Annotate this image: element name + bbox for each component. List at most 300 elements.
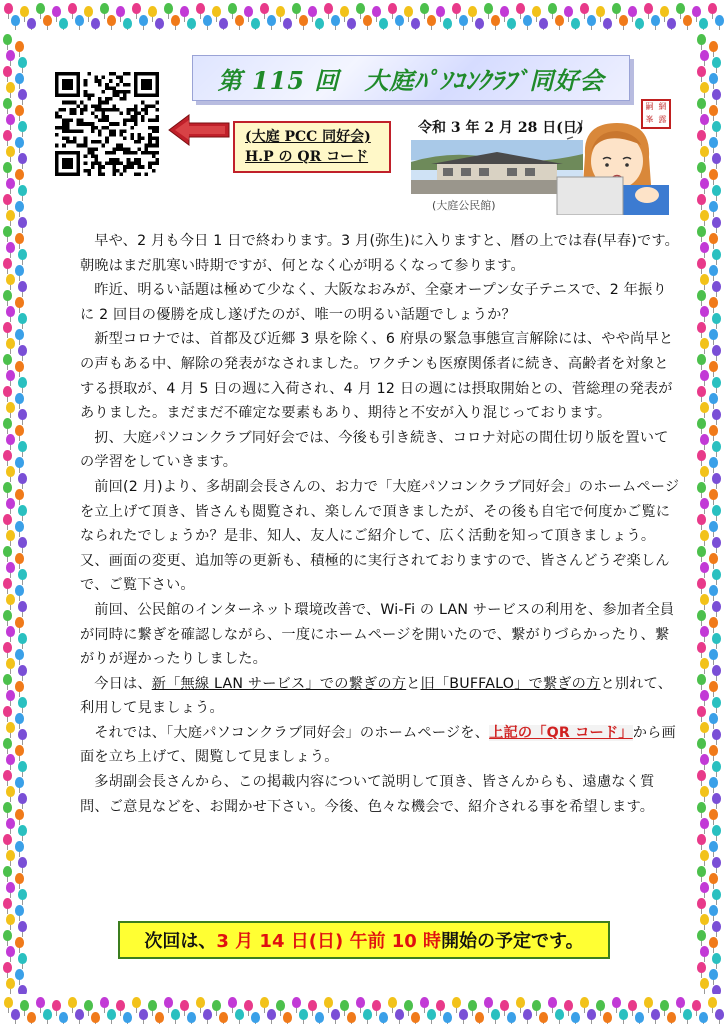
balloon-decoration xyxy=(683,1009,692,1020)
balloon-decoration xyxy=(18,601,27,612)
balloon-decoration xyxy=(484,997,493,1008)
balloon-decoration xyxy=(692,6,701,17)
balloon-decoration xyxy=(411,18,420,29)
balloon-decoration xyxy=(712,249,721,260)
balloon-decoration xyxy=(18,697,27,708)
balloon-decoration xyxy=(507,18,516,29)
balloon-decoration xyxy=(709,585,718,596)
balloon-decoration xyxy=(6,818,15,829)
balloon-decoration xyxy=(700,338,709,349)
balloon-decoration xyxy=(244,1000,253,1011)
balloon-decoration xyxy=(3,642,12,653)
balloon-decoration xyxy=(712,345,721,356)
balloon-decoration xyxy=(411,1012,420,1023)
balloon-decoration xyxy=(43,15,52,26)
balloon-decoration xyxy=(11,15,20,26)
balloon-decoration xyxy=(18,569,27,580)
balloon-decoration xyxy=(700,242,709,253)
balloon-decoration xyxy=(267,1009,276,1020)
balloon-decoration xyxy=(363,15,372,26)
balloon-decoration xyxy=(18,793,27,804)
balloon-decoration xyxy=(700,626,709,637)
balloon-decoration xyxy=(15,329,24,340)
balloon-decoration xyxy=(709,393,718,404)
balloon-decoration xyxy=(379,18,388,29)
balloon-decoration xyxy=(709,233,718,244)
balloon-decoration xyxy=(187,18,196,29)
balloon-decoration xyxy=(6,786,15,797)
balloon-decoration xyxy=(712,729,721,740)
balloon-decoration xyxy=(712,313,721,324)
balloon-decoration xyxy=(709,41,718,52)
balloon-decoration xyxy=(709,553,718,564)
balloon-decoration xyxy=(697,578,706,589)
balloon-decoration xyxy=(571,18,580,29)
balloon-decoration xyxy=(491,1009,500,1020)
balloon-decoration xyxy=(235,1009,244,1020)
balloon-decoration xyxy=(20,6,29,17)
balloon-decoration xyxy=(712,665,721,676)
balloon-decoration xyxy=(187,1012,196,1023)
balloon-decoration xyxy=(700,210,709,221)
balloon-decoration xyxy=(196,3,205,14)
balloon-decoration xyxy=(228,997,237,1008)
balloon-decoration xyxy=(697,610,706,621)
balloon-decoration xyxy=(700,434,709,445)
balloon-decoration xyxy=(15,681,24,692)
balloon-decoration xyxy=(3,162,12,173)
balloon-decoration xyxy=(700,402,709,413)
balloon-decoration xyxy=(709,809,718,820)
balloon-decoration xyxy=(697,130,706,141)
balloon-decoration xyxy=(697,674,706,685)
balloon-decoration xyxy=(712,121,721,132)
balloon-decoration xyxy=(700,658,709,669)
balloon-decoration xyxy=(712,153,721,164)
balloon-decoration xyxy=(709,489,718,500)
balloon-decoration xyxy=(709,425,718,436)
balloon-decoration xyxy=(340,1000,349,1011)
balloon-decoration xyxy=(523,1009,532,1020)
balloon-decoration xyxy=(436,6,445,17)
balloon-decoration xyxy=(709,777,718,788)
balloon-decoration xyxy=(404,1000,413,1011)
balloon-decoration xyxy=(712,537,721,548)
balloon-decoration xyxy=(523,15,532,26)
balloon-decoration xyxy=(18,633,27,644)
balloon-decoration xyxy=(6,338,15,349)
balloon-decoration xyxy=(697,706,706,717)
balloon-decoration xyxy=(709,969,718,980)
balloon-decoration xyxy=(116,1000,125,1011)
balloon-decoration xyxy=(712,569,721,580)
balloon-decoration xyxy=(43,1009,52,1020)
balloon-decoration xyxy=(15,521,24,532)
balloon-decoration xyxy=(712,697,721,708)
balloon-decoration xyxy=(6,82,15,93)
balloon-decoration xyxy=(251,18,260,29)
balloon-decoration xyxy=(331,15,340,26)
balloon-decoration xyxy=(708,3,717,14)
balloon-decoration xyxy=(283,1012,292,1023)
balloon-decoration xyxy=(379,1012,388,1023)
balloon-decoration xyxy=(18,729,27,740)
balloon-decoration xyxy=(315,1012,324,1023)
balloon-decoration xyxy=(436,1000,445,1011)
balloon-decoration xyxy=(596,6,605,17)
balloon-decoration xyxy=(6,50,15,61)
balloon-decoration xyxy=(580,3,589,14)
balloon-decoration xyxy=(4,997,13,1008)
balloon-decoration xyxy=(683,15,692,26)
balloon-decoration xyxy=(715,15,724,26)
balloon-decoration xyxy=(18,313,27,324)
balloon-decoration xyxy=(697,418,706,429)
balloon-decoration xyxy=(612,997,621,1008)
balloon-decoration xyxy=(712,185,721,196)
balloon-decoration xyxy=(709,937,718,948)
balloon-decoration xyxy=(68,3,77,14)
body-paragraph: 前回(2 月)より、多胡副会長さんの、お力で「大庭パソコンクラブ同好会」のホームページを立上げて頂き、皆さんも閲覧され、楽しんで頂きましたが、その後も自宅で何度かご覧になられたでしょうか？是非、知人、友人にご紹介して、広く活動を知って頂きましょう。又、画面の変更、追加等の更新も、積極的に実行されておりますので、皆さんどうぞ楽しんで、ご覧下さい。 xyxy=(80,478,680,594)
balloon-decoration xyxy=(15,233,24,244)
balloon-decoration xyxy=(292,3,301,14)
balloon-decoration xyxy=(420,997,429,1008)
balloon-decoration xyxy=(3,738,12,749)
balloon-decoration xyxy=(603,1012,612,1023)
balloon-decoration xyxy=(452,997,461,1008)
balloon-decoration xyxy=(709,297,718,308)
balloon-decoration xyxy=(697,834,706,845)
balloon-decoration xyxy=(697,66,706,77)
balloon-decoration xyxy=(6,594,15,605)
balloon-decoration xyxy=(700,882,709,893)
balloon-decoration xyxy=(697,930,706,941)
balloon-decoration xyxy=(15,553,24,564)
balloon-decoration xyxy=(697,322,706,333)
balloon-decoration xyxy=(3,514,12,525)
balloon-decoration xyxy=(697,770,706,781)
balloon-decoration xyxy=(155,1012,164,1023)
balloon-decoration xyxy=(75,15,84,26)
balloon-decoration xyxy=(260,997,269,1008)
balloon-decoration xyxy=(443,18,452,29)
balloon-decoration xyxy=(18,377,27,388)
new-lan-group: 新「無線 LAN サービス」での繋ぎの方 xyxy=(151,675,407,692)
balloon-decoration xyxy=(15,777,24,788)
balloon-decoration xyxy=(6,850,15,861)
balloon-decoration xyxy=(700,370,709,381)
balloon-decoration xyxy=(709,201,718,212)
balloon-decoration xyxy=(697,386,706,397)
balloon-decoration xyxy=(11,1009,20,1020)
balloon-decoration xyxy=(709,713,718,724)
balloon-decoration xyxy=(15,265,24,276)
balloon-border-bottom xyxy=(0,994,724,1024)
text-run: から画面を立ち上げて、閲覧して見ましょう。 xyxy=(80,724,676,766)
balloon-decoration xyxy=(3,578,12,589)
balloon-decoration xyxy=(347,1012,356,1023)
balloon-decoration xyxy=(697,642,706,653)
seal-char: 峯 xyxy=(645,115,654,124)
balloon-decoration xyxy=(3,546,12,557)
balloon-decoration xyxy=(3,354,12,365)
text-run: 今日は、 xyxy=(94,675,152,692)
balloon-decoration xyxy=(700,466,709,477)
balloon-decoration xyxy=(363,1009,372,1020)
balloon-decoration xyxy=(18,761,27,772)
balloon-decoration xyxy=(697,802,706,813)
balloon-decoration xyxy=(676,997,685,1008)
balloon-decoration xyxy=(712,985,721,994)
seal-char: 露 xyxy=(658,115,667,124)
pcc-label-line1: (大庭 PCC 同好会) xyxy=(245,129,371,145)
balloon-decoration xyxy=(564,6,573,17)
qr-code-image xyxy=(55,66,159,182)
balloon-decoration xyxy=(6,690,15,701)
balloon-decoration xyxy=(6,882,15,893)
balloon-decoration xyxy=(27,1012,36,1023)
balloon-decoration xyxy=(107,15,116,26)
balloon-decoration xyxy=(18,121,27,132)
balloon-decoration xyxy=(3,194,12,205)
balloon-decoration xyxy=(260,3,269,14)
balloon-decoration xyxy=(709,169,718,180)
balloon-decoration xyxy=(18,217,27,228)
balloon-decoration xyxy=(6,146,15,157)
balloon-decoration xyxy=(6,178,15,189)
balloon-decoration xyxy=(3,322,12,333)
balloon-decoration xyxy=(6,370,15,381)
balloon-decoration xyxy=(697,962,706,973)
body-paragraph: 前回、公民館のインターネット環境改善で、Wi-Fi の LAN サービスの利用を、参加者全員が同時に繋ぎを確認しながら、一度にホームページを開いたので、繋がりづらかったり、繋がりが遅かったりしました。 xyxy=(80,601,675,668)
balloon-decoration xyxy=(709,905,718,916)
balloon-decoration xyxy=(6,562,15,573)
balloon-decoration xyxy=(15,969,24,980)
balloon-decoration xyxy=(3,130,12,141)
balloon-decoration xyxy=(203,15,212,26)
balloon-decoration xyxy=(676,3,685,14)
next-meeting-prefix: 次回は、 xyxy=(144,931,217,952)
balloon-decoration xyxy=(356,3,365,14)
balloon-decoration xyxy=(6,658,15,669)
balloon-decoration xyxy=(709,73,718,84)
balloon-decoration xyxy=(700,562,709,573)
balloon-decoration xyxy=(3,770,12,781)
balloon-decoration xyxy=(3,66,12,77)
balloon-decoration xyxy=(235,15,244,26)
balloon-decoration xyxy=(132,997,141,1008)
balloon-decoration xyxy=(52,6,61,17)
balloon-decoration xyxy=(212,1000,221,1011)
balloon-decoration xyxy=(700,818,709,829)
balloon-decoration xyxy=(697,866,706,877)
balloon-decoration xyxy=(6,274,15,285)
balloon-decoration xyxy=(539,18,548,29)
balloon-decoration xyxy=(15,489,24,500)
balloon-decoration xyxy=(18,473,27,484)
balloon-decoration xyxy=(6,498,15,509)
balloon-decoration xyxy=(308,1000,317,1011)
balloon-decoration xyxy=(3,450,12,461)
balloon-decoration xyxy=(628,1000,637,1011)
balloon-decoration xyxy=(555,15,564,26)
balloon-decoration xyxy=(712,953,721,964)
balloon-decoration xyxy=(6,722,15,733)
balloon-decoration xyxy=(18,985,27,994)
balloon-decoration xyxy=(15,73,24,84)
balloon-decoration xyxy=(155,18,164,29)
body-paragraph: 扨、大庭パソコンクラブ同好会では、今後も引き続き、コロナ対応の間仕切り版を置いての学習をしていきます。 xyxy=(80,429,669,471)
balloon-decoration xyxy=(18,441,27,452)
balloon-decoration xyxy=(331,1009,340,1020)
balloon-decoration xyxy=(75,1009,84,1020)
balloon-decoration xyxy=(372,1000,381,1011)
balloon-decoration xyxy=(68,997,77,1008)
balloon-decoration xyxy=(15,137,24,148)
balloon-decoration xyxy=(427,15,436,26)
balloon-decoration xyxy=(18,185,27,196)
balloon-decoration xyxy=(395,15,404,26)
balloon-decoration xyxy=(700,50,709,61)
body-paragraph: 早や、2 月も今日 1 日で終わります。3 月(弥生)に入りますと、暦の上では春(早春)です。朝晩はまだ肌寒い時期ですが、何となく心が明るくなって参ります。 xyxy=(80,233,680,274)
text-run: それでは、「大庭パソコンクラブ同好会」のホームページを、 xyxy=(94,724,490,741)
balloon-decoration xyxy=(484,3,493,14)
balloon-decoration xyxy=(548,997,557,1008)
balloon-decoration xyxy=(644,3,653,14)
balloon-decoration xyxy=(15,41,24,52)
balloon-decoration xyxy=(203,1009,212,1020)
body-paragraph-lan-groups xyxy=(80,672,680,721)
balloon-decoration xyxy=(100,3,109,14)
balloon-decoration xyxy=(700,530,709,541)
balloon-decoration xyxy=(395,1009,404,1020)
balloon-decoration xyxy=(356,997,365,1008)
balloon-decoration xyxy=(15,905,24,916)
photo-caption: (大庭公民館) xyxy=(432,199,496,212)
balloon-decoration xyxy=(3,34,12,45)
balloon-decoration xyxy=(468,6,477,17)
balloon-decoration xyxy=(712,281,721,292)
balloon-decoration xyxy=(712,921,721,932)
balloon-decoration xyxy=(712,409,721,420)
balloon-decoration xyxy=(660,1000,669,1011)
balloon-decoration xyxy=(709,457,718,468)
balloon-decoration xyxy=(4,3,13,14)
balloon-decoration xyxy=(491,15,500,26)
balloon-decoration xyxy=(635,1012,644,1023)
seal-char: 網 xyxy=(658,102,667,111)
next-meeting-banner xyxy=(118,921,610,959)
balloon-decoration xyxy=(84,1000,93,1011)
balloon-decoration xyxy=(3,866,12,877)
balloon-decoration xyxy=(6,434,15,445)
balloon-decoration xyxy=(18,505,27,516)
balloon-decoration xyxy=(15,649,24,660)
balloon-decoration xyxy=(15,169,24,180)
balloon-decoration xyxy=(324,997,333,1008)
balloon-decoration xyxy=(700,946,709,957)
balloon-decoration xyxy=(18,57,27,68)
balloon-decoration xyxy=(712,441,721,452)
pcc-qr-label-box xyxy=(233,121,391,173)
balloon-decoration xyxy=(697,34,706,45)
balloon-decoration xyxy=(500,1000,509,1011)
balloon-decoration xyxy=(3,290,12,301)
balloon-decoration xyxy=(6,466,15,477)
balloon-decoration xyxy=(700,498,709,509)
balloon-decoration xyxy=(3,898,12,909)
balloon-decoration xyxy=(697,482,706,493)
balloon-decoration xyxy=(700,146,709,157)
balloon-decoration xyxy=(555,1009,564,1020)
balloon-decoration xyxy=(700,114,709,125)
balloon-decoration xyxy=(219,1012,228,1023)
balloon-decoration xyxy=(709,361,718,372)
balloon-decoration xyxy=(712,601,721,612)
balloon-decoration xyxy=(18,409,27,420)
balloon-decoration xyxy=(709,105,718,116)
balloon-decoration xyxy=(3,834,12,845)
balloon-decoration xyxy=(443,1012,452,1023)
balloon-decoration xyxy=(180,6,189,17)
balloon-decoration xyxy=(15,745,24,756)
balloon-decoration xyxy=(251,1012,260,1023)
balloon-decoration xyxy=(3,962,12,973)
balloon-decoration xyxy=(708,997,717,1008)
balloon-decoration xyxy=(372,6,381,17)
balloon-decoration xyxy=(148,6,157,17)
balloon-decoration xyxy=(651,1009,660,1020)
balloon-decoration xyxy=(699,1012,708,1023)
balloon-decoration xyxy=(107,1009,116,1020)
next-meeting-datetime: 3 月 14 日(日) 午前 10 時 xyxy=(216,931,442,952)
balloon-decoration xyxy=(712,857,721,868)
balloon-decoration xyxy=(635,18,644,29)
balloon-decoration xyxy=(132,3,141,14)
balloon-decoration xyxy=(709,329,718,340)
balloon-decoration xyxy=(516,3,525,14)
balloon-decoration xyxy=(697,258,706,269)
balloon-decoration xyxy=(580,997,589,1008)
balloon-decoration xyxy=(667,1012,676,1023)
balloon-decoration xyxy=(709,265,718,276)
balloon-decoration xyxy=(3,802,12,813)
seal-char: 嗣 xyxy=(645,102,654,111)
balloon-decoration xyxy=(18,889,27,900)
balloon-decoration xyxy=(18,921,27,932)
balloon-decoration xyxy=(36,997,45,1008)
balloon-decoration xyxy=(697,354,706,365)
balloon-decoration xyxy=(15,873,24,884)
body-paragraph: 多胡副会長さんから、この掲載内容について説明して頂き、皆さんからも、遠慮なく質問、ご意見などを、お聞かせ下さい。今後、色々な機会で、紹介される事を希望します。 xyxy=(80,774,655,815)
balloon-decoration xyxy=(27,18,36,29)
balloon-decoration xyxy=(18,249,27,260)
balloon-decoration xyxy=(36,3,45,14)
balloon-decoration xyxy=(6,626,15,637)
balloon-decoration xyxy=(532,1000,541,1011)
balloon-decoration xyxy=(700,722,709,733)
balloon-decoration xyxy=(212,6,221,17)
balloon-decoration xyxy=(516,997,525,1008)
balloon-decoration xyxy=(15,937,24,948)
balloon-decoration xyxy=(18,345,27,356)
balloon-decoration xyxy=(139,15,148,26)
balloon-decoration xyxy=(452,3,461,14)
body-paragraph-qr xyxy=(80,721,680,770)
balloon-decoration xyxy=(619,15,628,26)
balloon-decoration xyxy=(539,1012,548,1023)
balloon-decoration xyxy=(6,914,15,925)
